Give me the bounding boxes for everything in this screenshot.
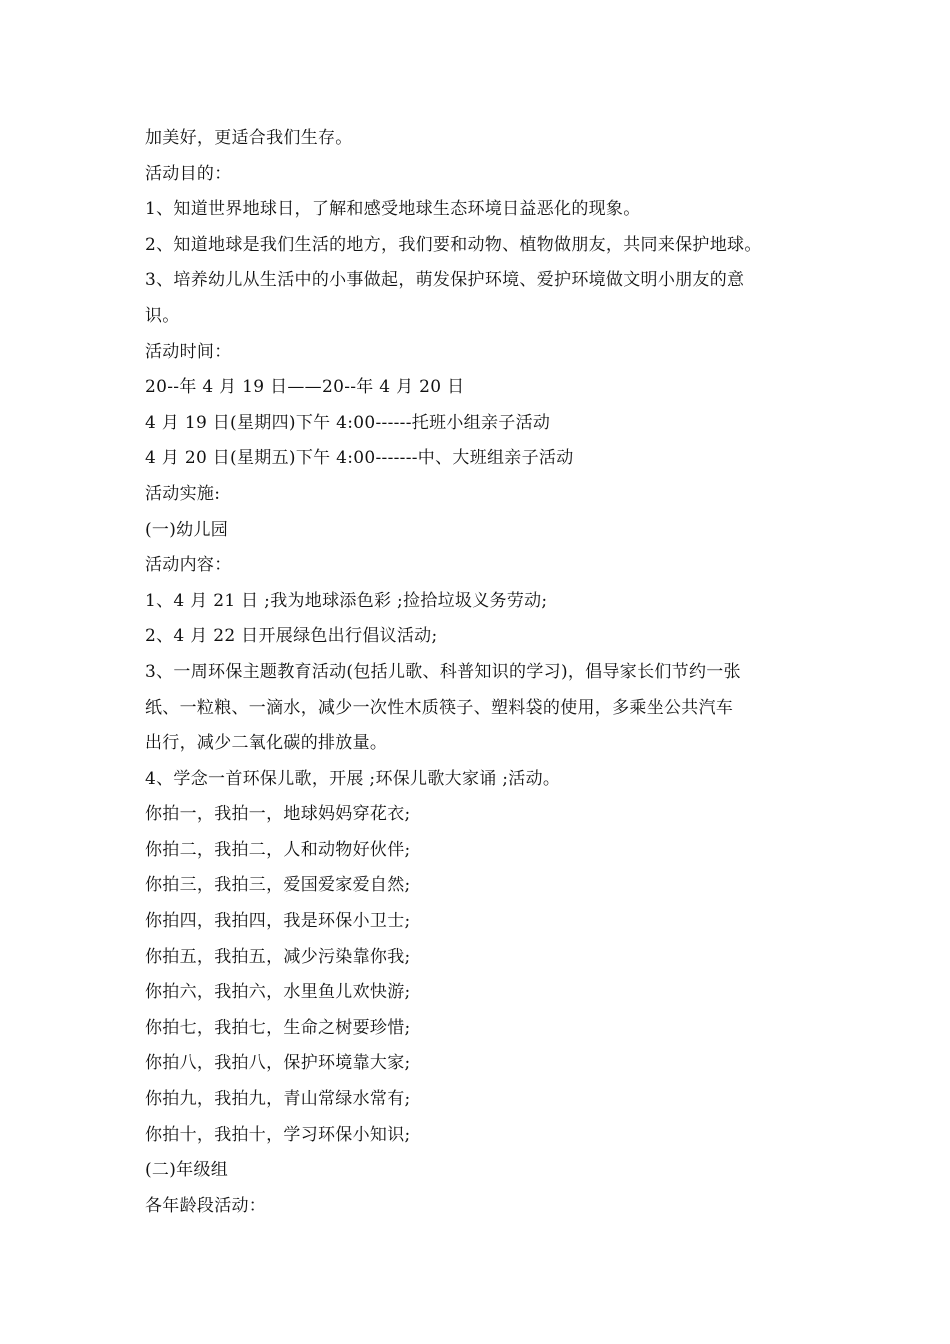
rhyme-line: 你拍八，我拍八，保护环境靠大家; [145,1053,411,1074]
list-item: 3、培养幼儿从生活中的小事做起，萌发保护环境、爱护环境做文明小朋友的意 [145,270,745,291]
text-line: 识。 [145,305,180,326]
document-body [145,121,825,1224]
text-line: 加美好，更适合我们生存。 [145,128,353,148]
list-item: 4、学念一首环保儿歌，开展 ;环保儿歌大家诵 ;活动。 [145,768,561,789]
list-item: 3、一周环保主题教育活动(包括儿歌、科普知识的学习)，倡导家长们节约一张 [145,661,741,682]
schedule-item: 4 月 19 日(星期四)下午 4:00------托班小组亲子活动 [145,412,551,433]
rhyme-line: 你拍一，我拍一，地球妈妈穿花衣; [145,804,411,825]
rhyme-line: 你拍十，我拍十，学习环保小知识; [145,1124,411,1145]
rhyme-line: 你拍四，我拍四，我是环保小卫士; [145,911,411,932]
rhyme-line: 你拍五，我拍五，减少污染靠你我; [145,946,411,967]
subsection-heading-grade-group: (二)年级组 [145,1160,229,1181]
list-item: 2、知道地球是我们生活的地方，我们要和动物、植物做朋友，共同来保护地球。 [145,234,762,255]
text-line: 出行，减少二氧化碳的排放量。 [145,733,388,754]
section-heading-implementation: 活动实施: [145,483,221,504]
text-line: 纸、一粒粮、一滴水，减少一次性木质筷子、塑料袋的使用，多乘坐公共汽车 [145,697,734,718]
schedule-item: 4 月 20 日(星期五)下午 4:00-------中、大班组亲子活动 [145,448,574,469]
rhyme-line: 你拍三，我拍三，爱国爱家爱自然; [145,875,411,896]
list-item: 2、4 月 22 日开展绿色出行倡议活动; [145,626,438,647]
subsection-heading-kindergarten: (一)幼儿园 [145,519,229,540]
section-heading-time: 活动时间： [145,341,232,362]
rhyme-line: 你拍六，我拍六，水里鱼儿欢快游; [145,982,411,1003]
section-heading-purpose: 活动目的： [145,163,232,184]
date-range: 20--年 4 月 19 日——20--年 4 月 20 日 [145,377,465,398]
rhyme-line: 你拍七，我拍七，生命之树要珍惜; [145,1017,411,1038]
section-heading-age-activities: 各年龄段活动： [145,1195,267,1216]
list-item: 1、4 月 21 日 ;我为地球添色彩 ;捡拾垃圾义务劳动; [145,590,548,611]
rhyme-line: 你拍二，我拍二，人和动物好伙伴; [145,839,411,860]
rhyme-line: 你拍九，我拍九，青山常绿水常有; [145,1089,411,1110]
list-item: 1、知道世界地球日，了解和感受地球生态环境日益恶化的现象。 [145,199,641,220]
section-heading-content: 活动内容： [145,555,232,576]
